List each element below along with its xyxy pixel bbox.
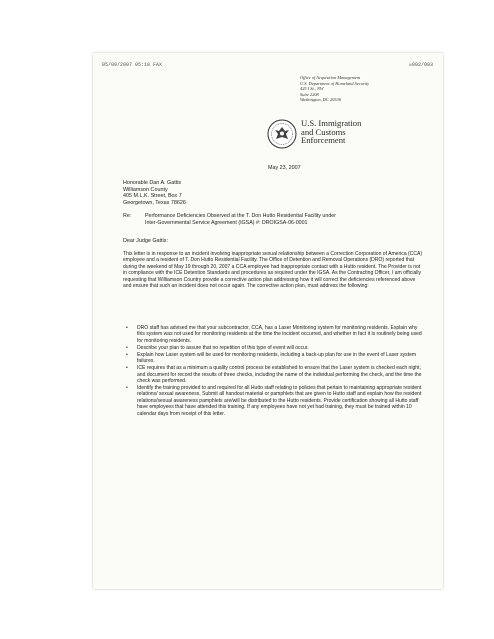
office-address-block (300, 75, 438, 103)
bullet-icon: • (126, 351, 128, 358)
body-paragraph: This letter is in response to an incident involving inappropriate sexual relationship between a Correction Corporation of America (CCA) employee and a resident of T. Don Hutto Residential Facility. The Office of Detention and Removal Operations (DRO) reported that during the weekend of May 19 through 20, 2007 a CCA employee had inappropriate contact with a Hutto resident. The Provider is not in compliance with the ICE Detention Standards and procedures as required under the IGSA. As the Contracting Officer, I am officially requesting that Williamson Country provide a corrective action plan addressing how it will correct the deficiencies referenced above and ensure that such an incident does not occur again. The corrective action plan, must address the following: (123, 251, 423, 290)
subject-line-1: Performance Deficiencies Observed at the T. Don Hutto Residential Facility under (145, 213, 336, 219)
agency-line-1: U.S. Immigration (301, 118, 362, 128)
office-line: Suite 2208 (300, 91, 319, 97)
fax-header-left: 05/09/2007 05:18 FAX (102, 62, 163, 68)
list-item: • Describe your plan to assure that no repetition of this type of event will occur. (126, 344, 309, 351)
bullet-icon: • (126, 344, 128, 351)
recipient-line: Williamson County (123, 186, 168, 193)
bullet-icon: • (126, 325, 128, 331)
subject-tag: Re: (123, 213, 132, 219)
letter-date: May 23, 2007 (268, 165, 301, 171)
list-item: • Explain how Laser system will be used for monitoring residents, including a back-up plan for use in the event of Laser system failures. (126, 351, 417, 365)
office-line: Washington, DC 20536 (300, 97, 341, 103)
bullet-icon: • (126, 365, 128, 372)
bullet-icon: • (126, 385, 128, 392)
office-line: Office of Acquisition Management (300, 75, 361, 80)
recipient-line: Georgetown, Texas 78626 (123, 199, 186, 206)
requirements-list (123, 325, 423, 418)
fax-header-right: ☒002/003 (408, 62, 433, 68)
office-line: 425 I St., NW (300, 86, 324, 92)
office-line: U.S. Department of Homeland Security (300, 80, 370, 86)
list-item: • ICE requires that as a minimum a quality control process be established to ensure that the Laser system is checked each night, and document for record the results of three checks, including the name of the individual performing the check, and the time the check was performed. (126, 365, 422, 385)
list-item: • DRO staff has advised me that your subcontractor, CCA, has a Laser Monitoring system for monitoring residents. Explain why this system was not used for monitoring residents at the time the incident occurred, and whether in fact it is routinely being used for monitoring residents. (126, 325, 422, 344)
letter-page (93, 53, 443, 589)
agency-line-2: and Customs (301, 126, 346, 137)
recipient-line: Honorable Dan A. Gattis (123, 180, 182, 186)
agency-line-3: Enforcement (301, 135, 346, 146)
agency-name (301, 119, 361, 145)
fax-header (102, 62, 433, 68)
dhs-seal-icon (267, 119, 297, 149)
salutation: Dear Judge Gattis: (123, 238, 168, 244)
subject-line (123, 213, 433, 226)
list-item: • Identify the training provided to and required for all Hutto staff relating to policies that pertain to maintaining appropriate resident relations/ sexual awareness. Submit all handout material or pamphlets that are given to Hutto staff and explain how the resident relations/sexual awareness pamphlets are/will be distributed to the Hutto residents. Provide certification showing all Hutto staff have employees that have attended this training. If any employees have not yet had training, they must be trained within 10 calendar days from receipt of this letter. (126, 385, 422, 417)
subject-line-2: Inter-Governmental Service Agreement (IGSA) #: DROIGSA-06-0001 (145, 219, 308, 226)
recipient-line: 405 M.L.K. Street, Box 7 (123, 193, 182, 200)
recipient-address (123, 180, 186, 206)
